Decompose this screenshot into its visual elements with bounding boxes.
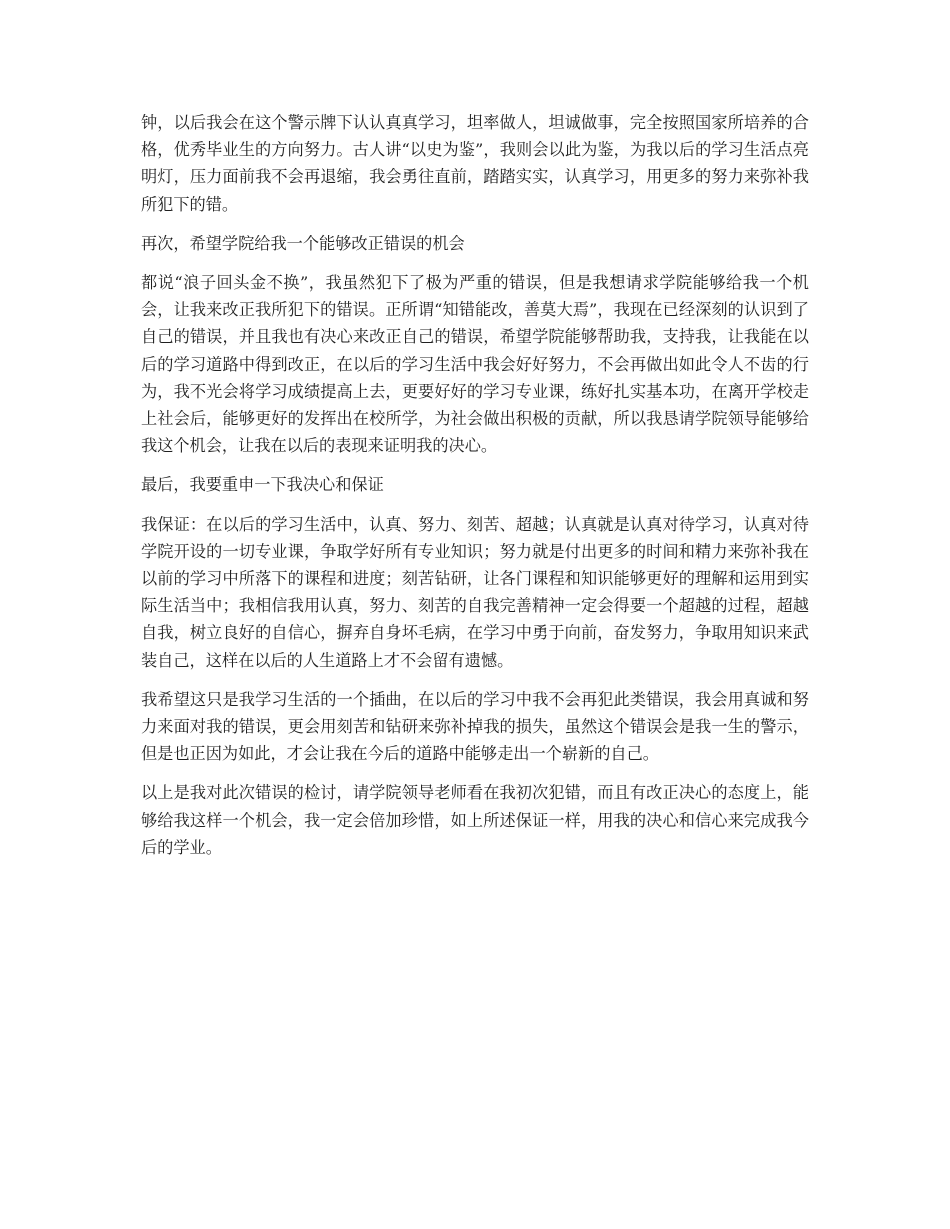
section-heading-final-pledge: 最后，我要重申一下我决心和保证 <box>141 475 384 495</box>
paragraph-request-chance: 都说“浪子回头金不换”，我虽然犯下了极为严重的错误，但是我想请求学院能够给我一个机会，让我来改正我所犯下的错误。正所谓“知错能改，善莫大焉”，我现在已经深刻的认识到了自己的错误，并且我也有决心来改正自己的错误，希望学院能够帮助我，支持我，让我能在以后的学习道路中得到改正，在以后的学习生活中我会好好努力，不会再做出如此令人不齿的行为，我不光会将学习成绩提高上去，更要好好的学习专业课，练好扎实基本功，在离开学校走上社会后，能够更好的发挥出在校所学，为社会做出积极的贡献，所以我恳请学院领导能够给我这个机会，让我在以后的表现来证明我的决心。 <box>141 273 809 456</box>
paragraph-continuation: 钟，以后我会在这个警示牌下认认真真学习，坦率做人，坦诚做事，完全按照国家所培养的合格，优秀毕业生的方向努力。古人讲“以史为鉴”，我则会以此为鉴，为我以后的学习生活点亮明灯，压力面前我不会再退缩，我会勇往直前，踏踏实实，认真学习，用更多的努力来弥补我所犯下的错。 <box>141 113 809 214</box>
paragraph-pledge: 我保证：在以后的学习生活中，认真、努力、刻苦、超越；认真就是认真对待学习，认真对待学院开设的一切专业课，争取学好所有专业知识；努力就是付出更多的时间和精力来弥补我在以前的学习中所落下的课程和进度；刻苦钻研，让各门课程和知识能够更好的理解和运用到实际生活当中；我相信我用认真，努力、刻苦的自我完善精神一定会得要一个超越的过程，超越自我，树立良好的自信心，摒弃自身坏毛病，在学习中勇于向前，奋发努力，争取用知识来武装自己，这样在以后的人生道路上才不会留有遗憾。 <box>141 514 809 670</box>
paragraph-conclusion: 以上是我对此次错误的检讨，请学院领导老师看在我初次犯错，而且有改正决心的态度上，能够给我这样一个机会，我一定会倍加珍惜，如上所述保证一样，用我的决心和信心来完成我今后的学业。 <box>141 783 809 857</box>
section-heading-second-chance: 再次，希望学院给我一个能够改正错误的机会 <box>141 233 465 253</box>
paragraph-hope: 我希望这只是我学习生活的一个插曲，在以后的学习中我不会再犯此类错误，我会用真诚和努力来面对我的错误，更会用刻苦和钻研来弥补掉我的损失，虽然这个错误会是我一生的警示，但是也正因为如此，才会让我在今后的道路中能够走出一个崭新的自己。 <box>141 689 809 764</box>
document-body <box>141 109 809 873</box>
